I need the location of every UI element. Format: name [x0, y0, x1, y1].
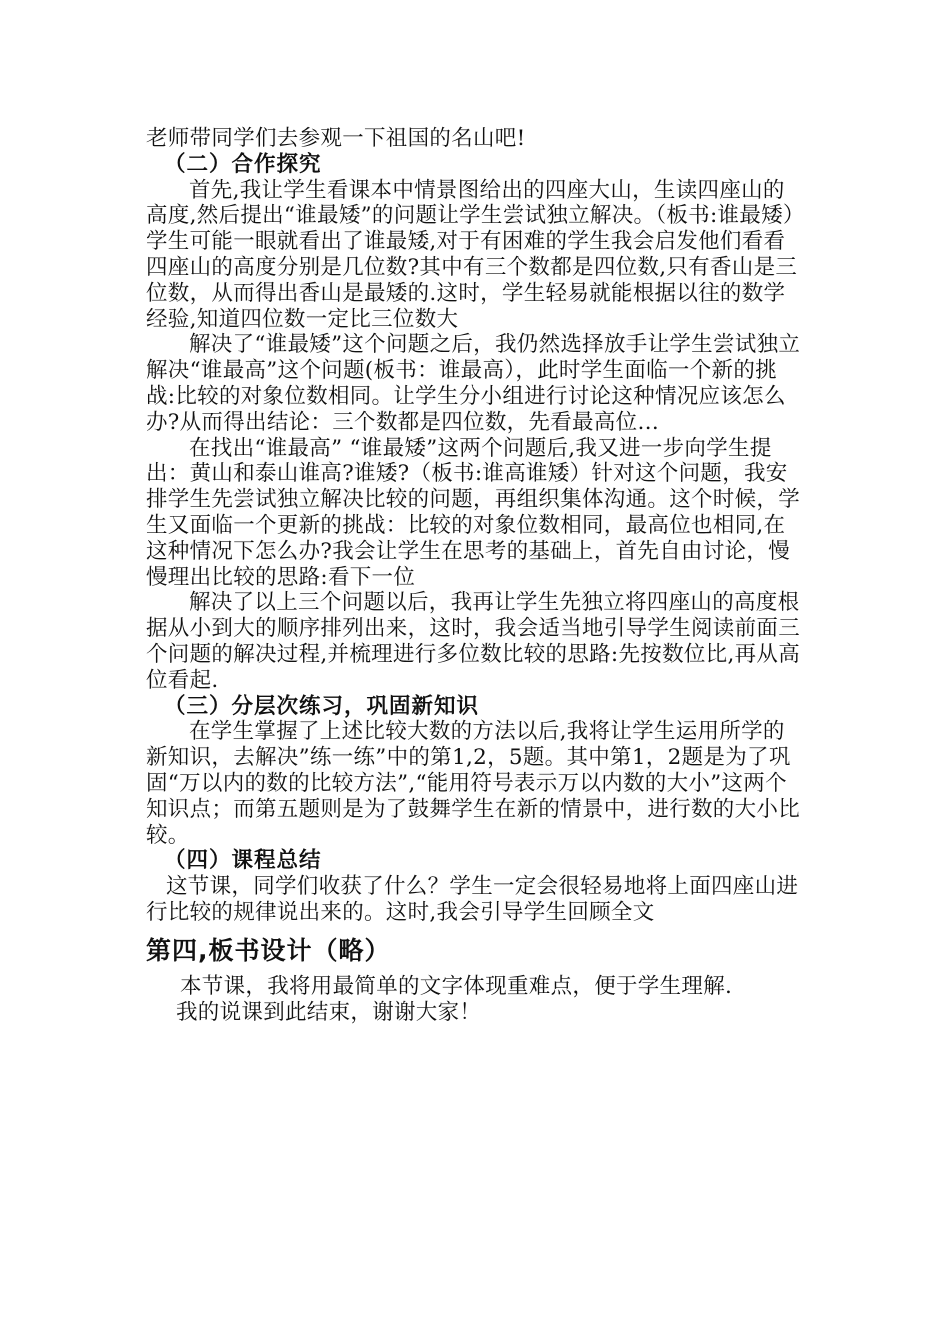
paragraph-order: 解决了以上三个问题以后，我再让学生先独立将四座山的高度根据从小到大的顺序排列出来，这时，我会适当地引导学生阅读前面三个问题的解决过程,并梳理进行多位数比较的思路:先按数位比,再从高位看起. — [146, 590, 801, 693]
closing-line: 我的说课到此结束，谢谢大家！ — [176, 999, 482, 1025]
heading-summary: （四）课程总结 — [164, 848, 322, 874]
intro-line: 老师带同学们去参观一下祖国的名山吧! — [146, 126, 526, 151]
paragraph-board-design: 本节课，我将用最简单的文字体现重难点，便于学生理解. — [180, 973, 733, 999]
paragraph-practice: 在学生掌握了上述比较大数的方法以后,我将让学生运用所学的新知识，去解决”练一练”中的第1,2，5题。其中第1，2题是为了巩固“万以内的数的比较方法”,“能用符号表示万以内数的大小”这两个知识点；而第五题则是为了鼓舞学生在新的情景中，进行数的大小比较。 — [146, 719, 801, 848]
paragraph-compare: 在找出“谁最高” “谁最矮”这两个问题后,我又进一步向学生提出：黄山和泰山谁高?谁矮?（板书:谁高谁矮）针对这个问题，我安排学生先尝试独立解决比较的问题，再组织集体沟通。这个时候，学生又面临一个更新的挑战：比较的对象位数相同，最高位也相同,在这种情况下怎么办?我会让学生在思考的基础上，首先自由讨论，慢慢理出比较的思路:看下一位 — [146, 435, 801, 590]
paragraph-tallest: 解决了“谁最矮”这个问题之后，我仍然选择放手让学生尝试独立解决“谁最高”这个问题(板书：谁最高），此时学生面临一个新的挑战:比较的对象位数相同。让学生分小组进行讨论这种情况应该怎么办?从而得出结论：三个数都是四位数，先看最高位… — [146, 332, 801, 435]
section-heading-board-design: 第四,板书设计（略） — [146, 935, 391, 965]
heading-practice: （三）分层次练习，巩固新知识 — [164, 693, 480, 719]
heading-cooperative-inquiry: （二）合作探究 — [164, 151, 322, 177]
document-page — [146, 126, 806, 1025]
paragraph-shortest: 首先,我让学生看课本中情景图给出的四座大山，生读四座山的高度,然后提出“谁最矮”的问题让学生尝试独立解决。（板书:谁最矮）学生可能一眼就看出了谁最矮,对于有困难的学生我会启发他们看看四座山的高度分别是几位数?其中有三个数都是四位数,只有香山是三位数，从而得出香山是最矮的.这时，学生轻易就能根据以往的数学经验,知道四位数一定比三位数大 — [146, 177, 805, 332]
paragraph-summary: 这节课，同学们收获了什么？学生一定会很轻易地将上面四座山进行比较的规律说出来的。这时,我会引导学生回顾全文 — [146, 874, 799, 925]
